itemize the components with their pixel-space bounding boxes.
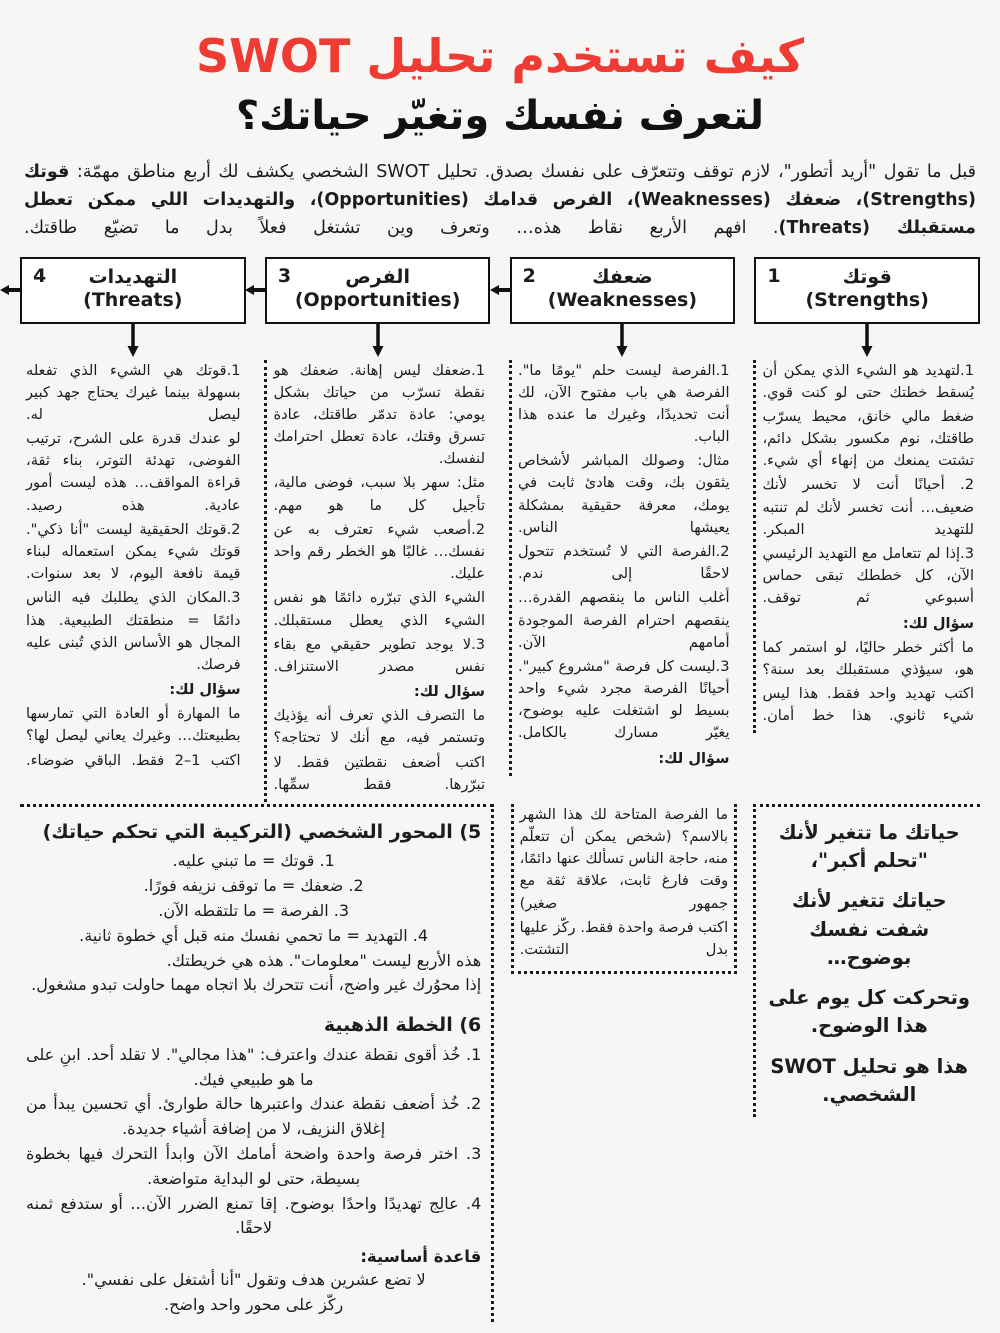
intro-part-1: قبل ما تقول "أريد أتطور"، لازم توقف وتتعرّف على نفسك بصدق. تحليل SWOT الشخصي يكشف لك أربع مناطق مهمّة: [69,161,976,182]
swot-label-en-threats: (Threats) [83,289,183,312]
swot-label-ar-weaknesses: ضعفك [592,265,653,288]
swot-content-columns [16,360,984,802]
opportunities-point-3: 3.ليست كل فرصة "مشروع كبير". أحيانًا الفرصة مجرد شيء واحد بسيط لو اشتغلت عليه بوضوح، يغيّر مسارك بالكامل. [517,657,730,742]
section-6-title: 6) الخطة الذهبية [323,1014,482,1037]
swot-label-en-weaknesses: (Weaknesses) [547,289,698,312]
swot-box-number-2: 2 [522,264,536,287]
threats-point-1b: ضغط مالي خانق، محيط يسرّب طاقتك، نوم مكسور بشكل دائم، تشتت يمنعك من إنهاء أي شيء. [762,407,974,470]
section-6-rule-label: قاعدة أساسية: [360,1247,482,1267]
intro-paragraph [16,158,984,243]
strengths-point-1: 1.قوتك هي الشيء الذي تفعله بسهولة بينما غيرك يحتاج جهد كبير ليصل له. [26,361,241,423]
section-6-item-3: 3. اختر فرصة واحدة واضحة أمامك الآن وابدأ التحرك فيها بخطوة بسيطة، حتى لو البداية متواضعة. [26,1144,482,1188]
arrow-left-icon-3 [0,284,22,296]
strengths-point-3: 3.المكان الذي يطلبك فيه الناس دائمًا = منطقتك الطبيعية. هذا المجال هو الأساس الذي تُبنى عليه فرصك. [26,589,241,673]
arrow-down-icon-3 [371,324,385,358]
section-5-note-1: هذه الأربع ليست "معلومات". هذه هي خريطتك. [166,950,482,970]
swot-box-opportunities[interactable] [265,257,491,324]
header-cell-threats [20,257,246,324]
weaknesses-question-label: سؤال لك: [413,683,486,701]
strengths-point-1b: لو عندك قدرة على الشرح، ترتيب الفوضى، تهدئة التوتر، بناء ثقة، قراءة المواقف… هذه ليست أمور عادية. هذه رصيد. [26,430,241,514]
opportunities-point-1b: مثال: وصولك المباشر لأشخاص يثقون بك، وقت هادئ ثابت في يومك، معرفة حقيقية بمشكلة يعيشها الناس. [517,452,730,536]
header-cell-opportunities [265,257,491,324]
arrow-left-icon-1 [490,284,512,296]
down-arrow-cell-weaknesses [510,324,736,360]
opportunities-point-2: 2.الفرصة التي لا تُستخدم تتحول لاحقًا إلى ندم. [517,543,730,583]
strengths-question-label: سؤال لك: [169,681,241,699]
threats-point-2: 2. أحيانًا أنت لا تخسر لأنك ضعيف… أنت تخسر لأنك لم تنتبه للتهديد المبكر. [762,476,974,538]
threats-question-2: اكتب تهديد واحد فقط. هذا ليس شيء ثانوي. هذا خط أمان. [762,685,974,725]
column-weaknesses [264,360,491,802]
weaknesses-question-2: اكتب أضعف نقطتين فقط. لا تبرّرها. فقط سمِّها. [273,753,486,793]
closing-statement-block [753,804,980,1117]
bottom-area [16,804,984,1322]
swot-box-number-3: 3 [277,264,292,287]
swot-box-threats[interactable] [20,257,246,324]
swot-box-strengths[interactable] [754,257,980,324]
weaknesses-point-3: 3.لا يوجد تطوير حقيقي مع بقاء نفس مصدر الاستنزاف. [273,635,486,675]
weaknesses-point-1: 1.ضعفك ليس إهانة. ضعفك هو نقطة تسرّب من حياتك بشكل يومي: عادة تدمّر طاقتك، عادة تسرق وقتك، عادة تعطل احترامك لنفسك. [273,361,486,468]
swot-header-row [16,257,984,324]
intro-part-2: . افهم الأربع نقاط هذه… وتعرف وين تشتغل فعلاً بدل ما تضيّع طاقتك. [24,218,779,239]
down-arrow-cell-strengths [754,324,980,360]
column-opportunities [509,360,736,776]
swot-box-number-1: 1 [767,264,781,287]
weaknesses-point-1b: مثل: سهر بلا سبب، فوضى مالية، تأجيل كل ما هو مهم. [273,474,486,514]
section-6-item-4: 4. عالِج تهديدًا واحدًا بوضوح. إقا تمنع الضرر الآن… أو ستدفع ثمنه لاحقًا. [26,1193,482,1238]
threats-point-3: 3.إذا لم تتعامل مع التهديد الرئيسي الآن، كل خططك تبقى حماس أسبوعي ثم توقف. [762,545,974,607]
arrow-down-icon-4 [126,324,140,358]
down-arrow-cell-opportunities [265,324,491,360]
threats-question-label: سؤال لك: [902,614,974,632]
opportunities-question-continuation [511,804,738,974]
strengths-question-1: ما المهارة أو العادة التي تمارسها بطبيعتك… وغيرك يعاني ليصل لها؟ [26,705,241,745]
sections-block [20,804,494,1322]
arrow-down-icon-2 [615,324,629,358]
strengths-question-2: اكتب 1–2 فقط. الباقي ضوضاء. [26,751,241,769]
opportunities-point-2b: أغلب الناس ما ينقصهم القدرة… ينقصهم احترام الفرصة الموجودة أمامهم الآن. [517,589,730,651]
closing-line-4: هذا هو تحليل SWOT الشخصي. [770,1054,969,1107]
section-6-item-1: 1. خُذ أقوى نقطة عندك واعترف: "هذا مجالي". لا تقلد أحد. ابنِ على ما هو طبيعي فيك. [26,1044,482,1089]
opportunities-point-1: 1.الفرصة ليست حلم "يومًا ما". الفرصة هي باب مفتوح الآن، لك أنت تحديدًا، وغيرك ما عنده هذا الباب. [517,361,730,446]
weaknesses-point-2b: الشيء الذي تبرّره دائمًا هو نفس الشيء الذي يعطل مستقبلك. [273,589,486,629]
column-threats [753,360,980,734]
swot-label-ar-threats: التهديدات [88,265,178,288]
arrow-down-icon-1 [860,324,874,358]
weaknesses-point-2: 2.أصعب شيء تعترف به عن نفسك… غالبًا هو الخطر رقم واحد عليك. [273,520,486,583]
opportunities-question-label: سؤال لك: [658,749,730,767]
section-6-rule-2: ركّز على محور واحد واضح. [164,1295,344,1315]
swot-box-number-4: 4 [33,264,47,287]
closing-line-2: حياتك تتغير لأنك شفت نفسك بوضوح… [791,889,947,969]
swot-label-en-strengths: (Strengths) [805,289,929,312]
column-strengths [20,360,247,778]
threats-question-1: ما أكثر خطر حاليًا، لو استمر كما هو، سيؤذي مستقبلك بعد سنة؟ [762,638,974,678]
intro-bold-terms: قوتك (Strengths)، ضعفك (Weaknesses)، الفرص قدامك (Opportunities)، والتهديدات اللي ممكن تعطل مستقبلك (Threats) [24,161,976,239]
arrow-left-icon-2 [245,284,267,296]
page-title-main: كيف تستخدم تحليل SWOT [195,29,805,83]
section-5-note-2: إذا محوُرك غير واضح، أنت تتحرك بلا اتجاه مهما حاولت تبدو مشغول. [31,975,482,995]
down-arrow-cell-threats [20,324,246,360]
threats-point-1: 1.لتهديد هو الشيء الذي يمكن أن يُسقط خطتك حتى لو كنت قوي. [762,361,974,401]
section-5-item-3: 3. الفرصة = ما تلتقطه الآن. [158,901,349,921]
opportunities-question-2: اكتب فرصة واحدة فقط. ركّز عليها بدل التشتت. [519,918,729,958]
closing-line-1: حياتك ما تتغير لأنك "تحلم أكبر"، [778,820,960,873]
section-5-item-1: 1. قوتك = ما تبني عليه. [172,851,335,871]
opportunities-question-1: ما الفرصة المتاحة لك هذا الشهر بالاسم؟ (شخص يمكن أن تتعلّم منه، حاجة الناس تسألك عنها دائمًا، وقت فارغ ثابت، علاقة ثقة مع جمهور صغير) [519,805,729,912]
weaknesses-question-1: ما التصرف الذي تعرف أنه يؤذيك وتستمر فيه، مع أنك لا تحتاجه؟ [273,707,486,747]
closing-line-3: وتحركت كل يوم على هذا الوضوح. [768,986,971,1038]
page-title-sub: لتعرف نفسك وتغيّر حياتك؟ [235,92,765,139]
strengths-point-2: 2.قوتك الحقيقية ليست "أنا ذكي". قوتك شيء يمكن استعماله لبناء قيمة نافعة اليوم، لا بعد سنوات. [26,520,241,583]
swot-label-en-opportunities: (Opportunities) [294,289,461,312]
down-arrow-row [16,324,984,360]
section-5-item-2: 2. ضعفك = ما توقف نزيفه فورًا. [143,876,364,896]
swot-label-ar-strengths: قوتك [842,265,892,288]
swot-label-ar-opportunities: الفرص [345,265,410,288]
section-6-item-2: 2. خُذ أضعف نقطة عندك واعتبرها حالة طوارئ. أي تحسين يبدأ من إغلاق النزيف، لا من إضافة أشياء جديدة. [26,1094,482,1139]
section-spacer [26,998,481,1012]
section-5-item-4: 4. التهديد = ما تحمي نفسك منه قبل أي خطوة ثانية. [79,925,429,945]
header-cell-weaknesses [510,257,736,324]
section-6-rule-1: لا تضع عشرين هدف وتقول "أنا أشتغل على نفسي". [81,1270,426,1290]
header-cell-strengths [754,257,980,324]
section-5-title: 5) المحور الشخصي (التركيبة التي تحكم حياتك) [42,820,482,843]
swot-box-weaknesses[interactable] [510,257,736,324]
